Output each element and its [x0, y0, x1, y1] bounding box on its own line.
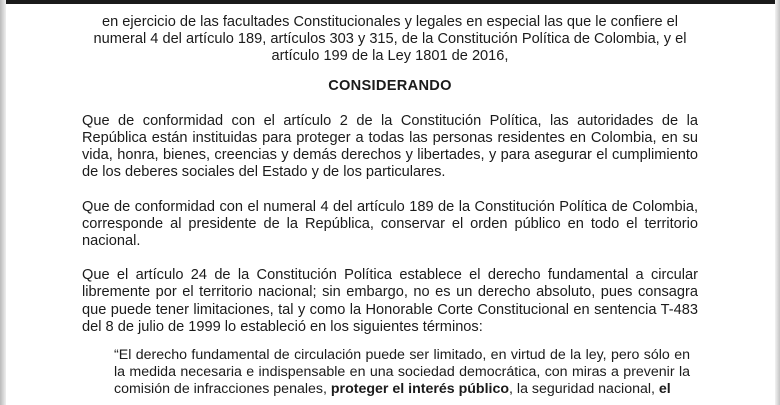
quote-bold-1: proteger el interés público: [330, 381, 510, 398]
quote-text-2: , la seguridad nacional,: [509, 381, 659, 398]
quote-block: [82, 347, 698, 398]
document-page: [82, 4, 698, 405]
scan-right-shadow: [775, 0, 780, 405]
intro-paragraph: en ejercicio de las facultades Constitucionales y legales en especial las que le confiere el numeral 4 del artículo 189, artículos 303 y 315, de la Constitución Política de Colombia, y el artículo 199 de la Ley 1801 de 2016,: [93, 14, 687, 65]
section-heading: CONSIDERANDO: [328, 77, 452, 94]
quote-text-1: “El derecho fundamental de circulación puede ser limitado, en virtud de la ley, pero sólo en la medida necesaria e indispensable en una sociedad democrática, con miras a prevenir la comisión de infracciones penales,: [114, 347, 690, 398]
paragraph-2: Que de conformidad con el numeral 4 del artículo 189 de la Constitución Política de Colombia, corresponde al presidente de la República, conservar el orden público en todo el territorio nacional.: [82, 198, 698, 250]
quote-bold-2: el: [658, 381, 671, 398]
scan-left-shadow: [0, 0, 6, 405]
paragraph-3: Que el artículo 24 de la Constitución Política establece el derecho fundamental a circular libremente por el territorio nacional; sin embargo, no es un derecho absoluto, pues consagra que puede tener limitaciones, tal y como la Honorable Corte Constitucional en sentencia T-483 del 8 de julio de 1999 lo estableció en los siguientes términos:: [82, 267, 698, 335]
paragraph-1: Que de conformidad con el artículo 2 de la Constitución Política, las autoridades de la República están instituidas para proteger a todas las personas residentes en Colombia, en su vida, honra, bienes, creencias y demás derechos y libertades, y para asegurar el cumplimiento de los deberes sociales del Estado y de los particulares.: [82, 112, 698, 181]
